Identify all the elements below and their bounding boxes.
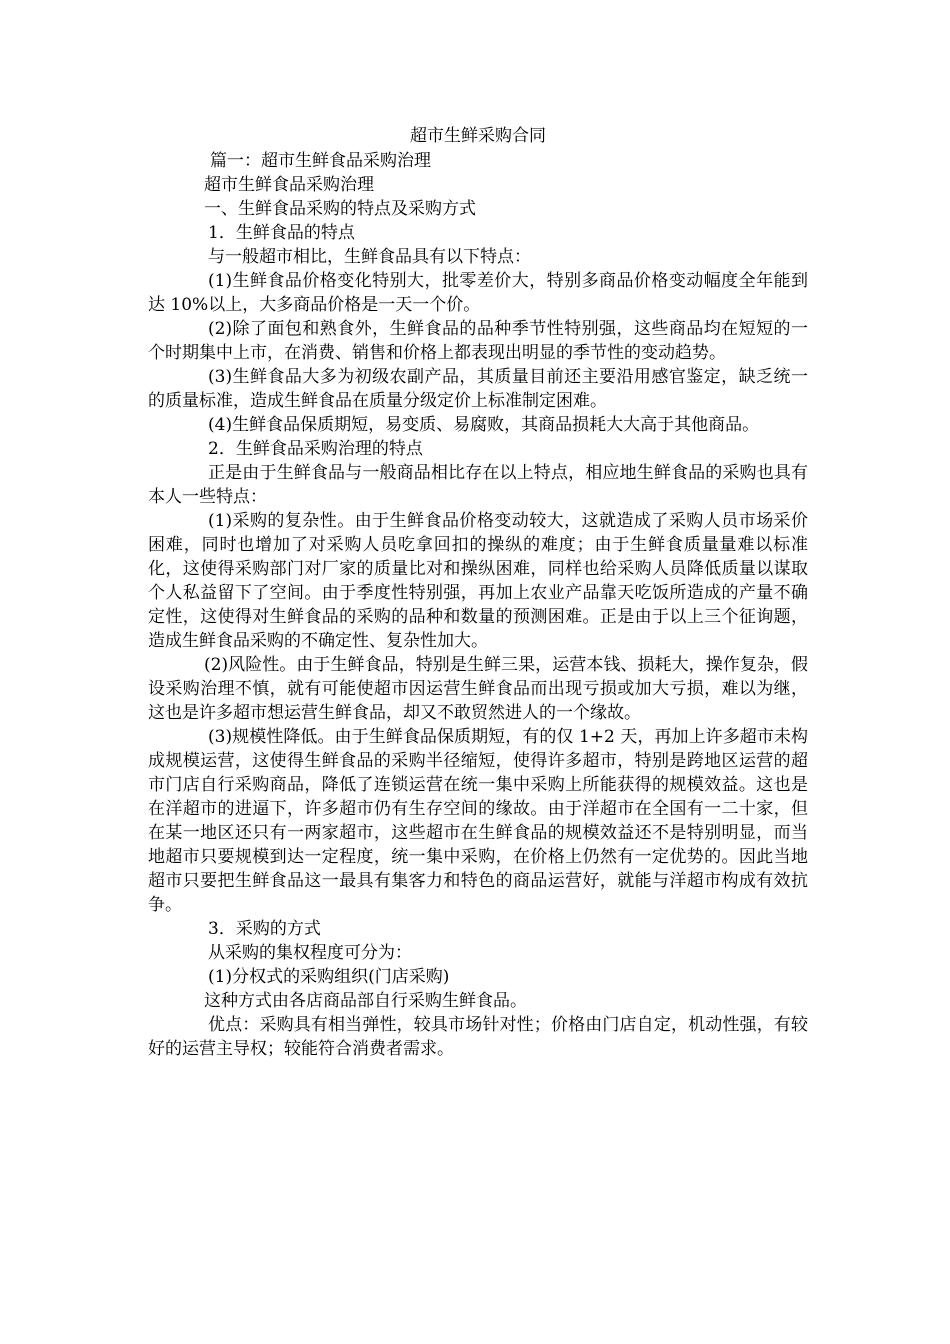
paragraph: 正是由于生鲜食品与一般商品相比存在以上特点，相应地生鲜食品的采购也具有本人一些特点： bbox=[148, 463, 808, 507]
subsection-heading: 1．生鲜食品的特点 bbox=[208, 223, 355, 243]
subsection-heading: 2．生鲜食品采购治理的特点 bbox=[208, 439, 423, 459]
paragraph: 与一般超市相比，生鲜食品具有以下特点： bbox=[208, 247, 531, 267]
subheading: 超市生鲜食品采购治理 bbox=[204, 175, 374, 195]
paragraph: (4)生鲜食品保质期短，易变质、易腐败，其商品损耗大大高于其他商品。 bbox=[208, 415, 760, 435]
paragraph: (3)生鲜食品大多为初级农副产品，其质量目前还主要沿用感官鉴定，缺乏统一的质量标准，造成生鲜食品在质量分级定价上标准制定困难。 bbox=[148, 367, 808, 411]
paragraph: 这种方式由各店商品部自行采购生鲜食品。 bbox=[204, 991, 527, 1011]
part-heading: 篇一：超市生鲜食品采购治理 bbox=[210, 151, 431, 171]
paragraph: 从采购的集权程度可分为： bbox=[208, 943, 412, 963]
subsection-heading: 3．采购的方式 bbox=[208, 919, 321, 939]
paragraph: (2)风险性。由于生鲜食品，特别是生鲜三果，运营本钱、损耗大，操作复杂，假设采购治理不慎，就有可能使超市因运营生鲜食品而出现亏损或加大亏损，难以为继，这也是许多超市想运营生鲜食品，却又不敢贸然进人的一个缘故。 bbox=[148, 655, 808, 723]
section-heading: 一、生鲜食品采购的特点及采购方式 bbox=[204, 199, 476, 219]
paragraph: (1)分权式的采购组织(门店采购) bbox=[208, 967, 450, 987]
paragraph: 优点：采购具有相当弹性，较具市场针对性；价格由门店自定，机动性强，有较好的运营主导权；较能符合消费者需求。 bbox=[148, 1015, 808, 1059]
document-title: 超市生鲜采购合同 bbox=[410, 126, 546, 146]
paragraph: (1)生鲜食品价格变化特别大，批零差价大，特别多商品价格变动幅度全年能到达 10%以上，大多商品价格是一天一个价。 bbox=[148, 271, 808, 315]
paragraph: (2)除了面包和熟食外，生鲜食品的品种季节性特别强，这些商品均在短短的一个时期集中上市，在消费、销售和价格上都表现出明显的季节性的变动趋势。 bbox=[148, 319, 808, 363]
paragraph: (1)采购的复杂性。由于生鲜食品价格变动较大，这就造成了采购人员市场采价困难，同时也增加了对采购人员吃拿回扣的操纵的难度；由于生鲜食质量量难以标准化，这使得采购部门对厂家的质量比对和操纵困难，同样也给采购人员降低质量以谋取个人私益留下了空间。由于季度性特别强，再加上农业产品靠天吃饭所造成的产量不确定性，这使得对生鲜食品的采购的品种和数量的预测困难。正是由于以上三个征询题，造成生鲜食品采购的不确定性、复杂性加大。 bbox=[148, 511, 808, 651]
paragraph: (3)规模性降低。由于生鲜食品保质期短，有的仅 1+2 天，再加上许多超市未构成规模运营，这使得生鲜食品的采购半径缩短，使得许多超市，特别是跨地区运营的超市门店自行采购商品，降低了连锁运营在统一集中采购上所能获得的规模效益。这也是在洋超市的进逼下，许多超市仍有生存空间的缘故。由于洋超市在全国有一二十家，但在某一地区还只有一两家超市，这些超市在生鲜食品的规模效益还不是特别明显，而当地超市只要规模到达一定程度，统一集中采购，在价格上仍然有一定优势的。因此当地超市只要把生鲜食品这一最具有集客力和特色的商品运营好，就能与洋超市构成有效抗争。 bbox=[148, 727, 808, 915]
document-body bbox=[148, 123, 808, 1061]
